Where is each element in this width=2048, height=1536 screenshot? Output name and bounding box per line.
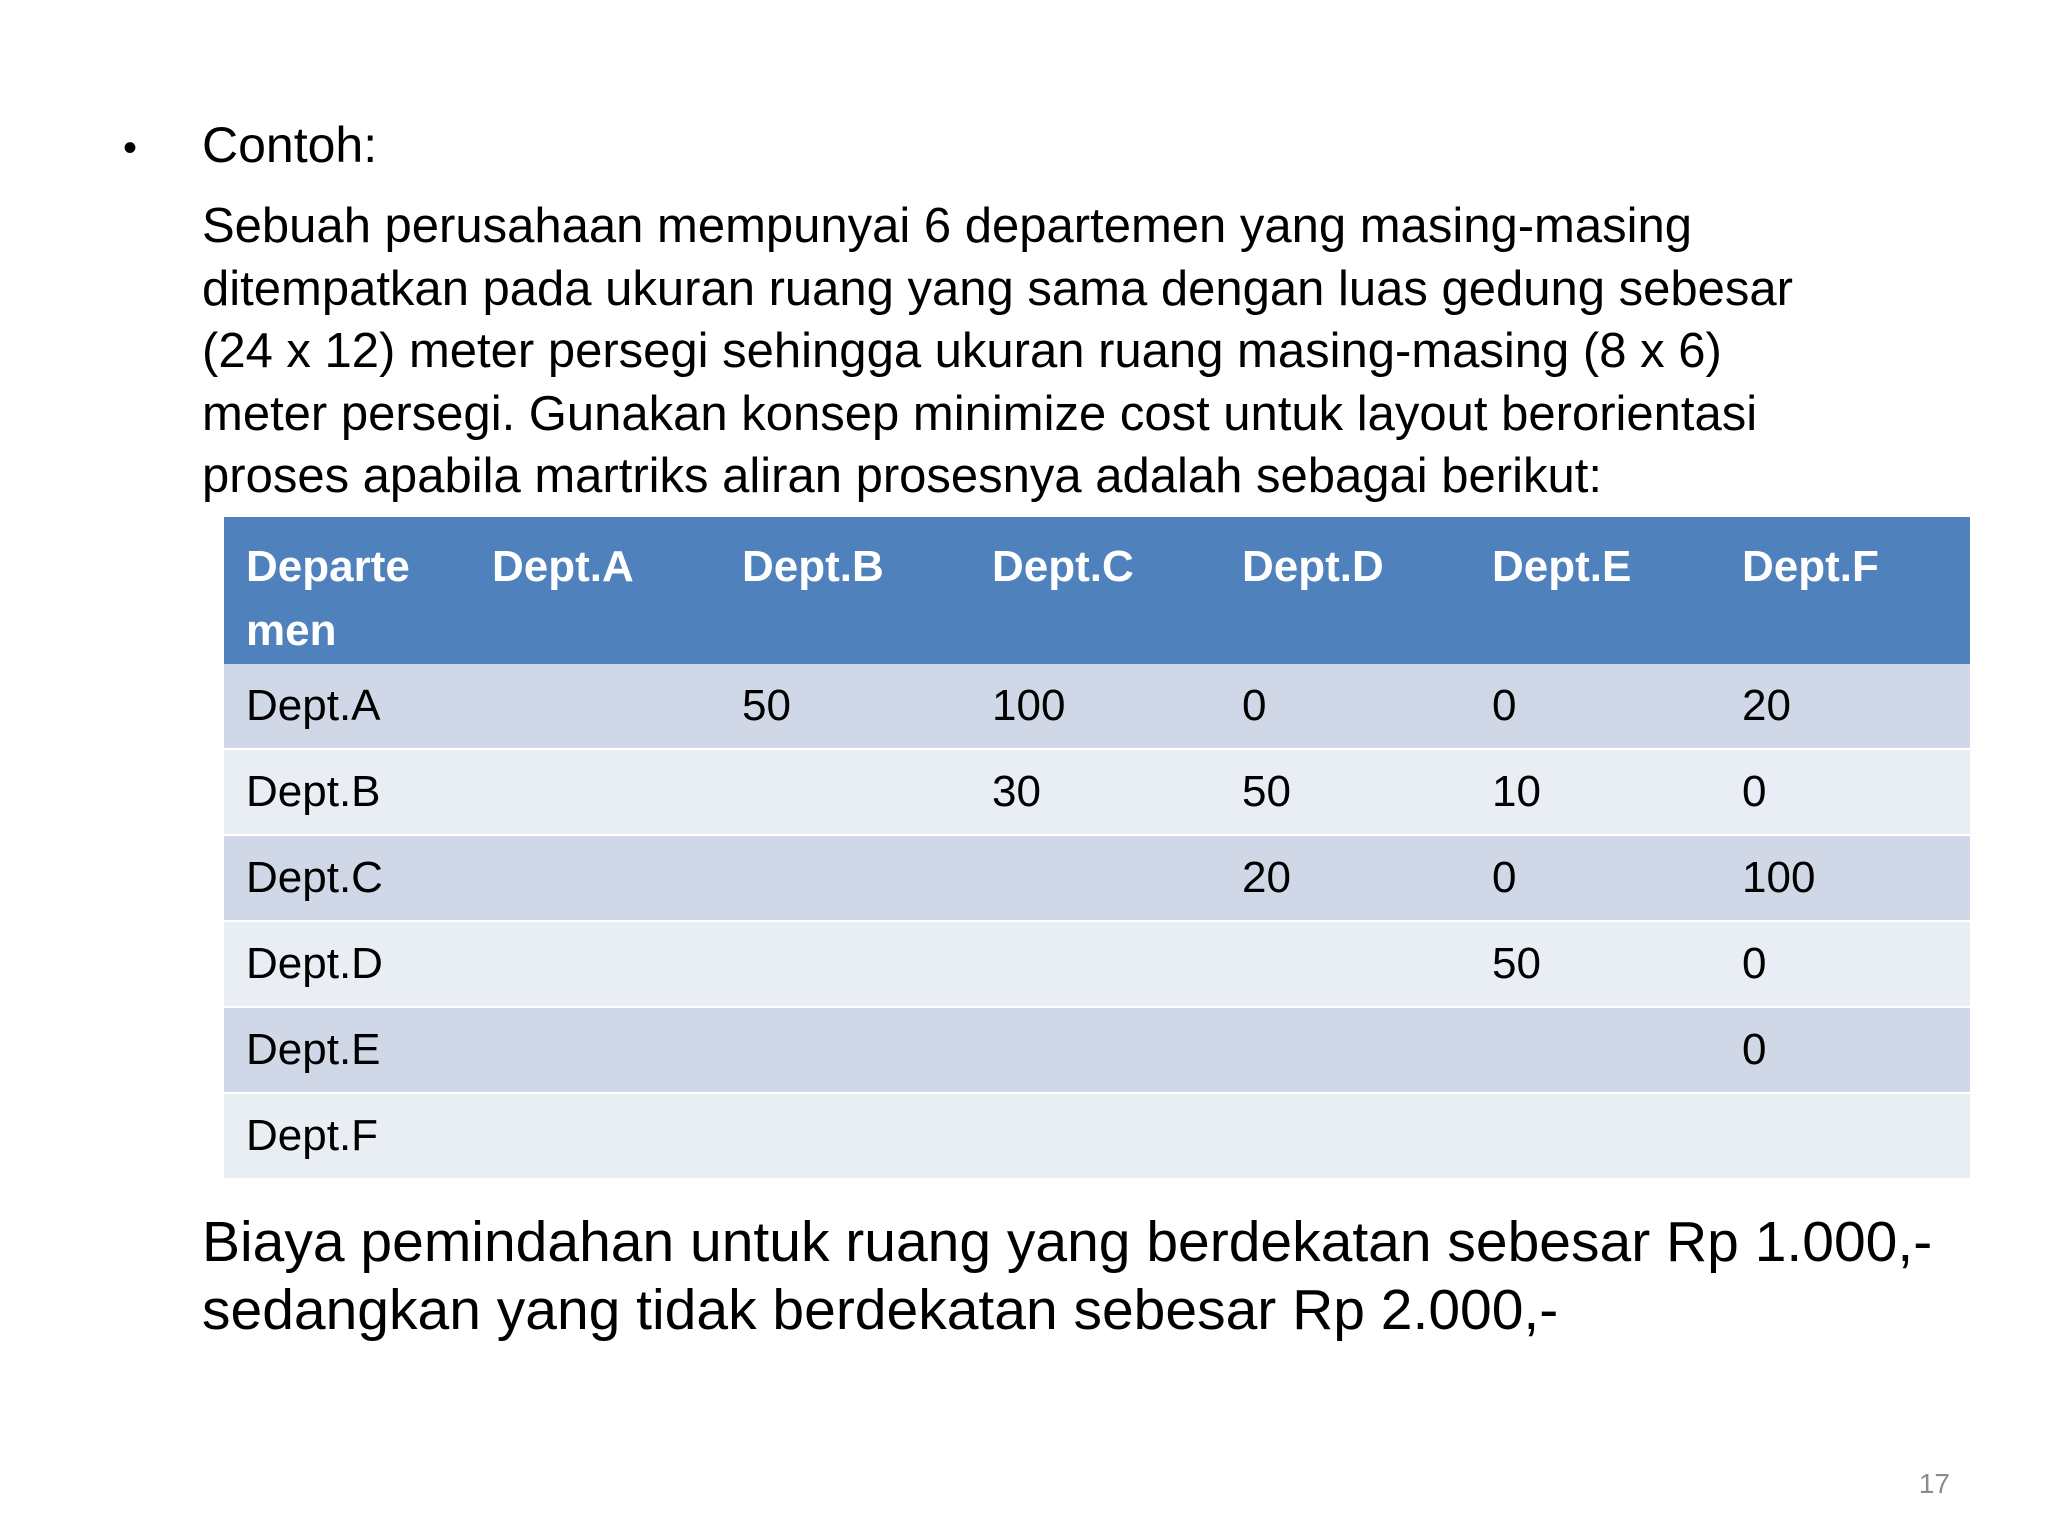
table-cell: 20 (1720, 664, 1970, 749)
table-row (224, 921, 1970, 1007)
header-cell-dept-a: Dept.A (470, 517, 720, 664)
description-line: meter persegi. Gunakan konsep minimize cost untuk layout berorientasi (202, 386, 1758, 441)
table-cell: 50 (720, 664, 970, 749)
table-row (224, 1007, 1970, 1093)
process-flow-matrix-table (224, 517, 1970, 1178)
problem-description (202, 195, 1962, 508)
bullet-point: • (123, 126, 138, 170)
table-cell (1220, 1093, 1470, 1178)
table-cell (720, 835, 970, 921)
table-cell (1720, 1093, 1970, 1178)
table-cell (470, 1093, 720, 1178)
table-cell: 100 (970, 664, 1220, 749)
table-cell: 100 (1720, 835, 1970, 921)
table-cell (470, 749, 720, 835)
header-cell-dept-d: Dept.D (1220, 517, 1470, 664)
description-line: proses apabila martriks aliran prosesnya adalah sebagai berikut: (202, 449, 1602, 503)
table-cell (720, 749, 970, 835)
table-cell (970, 921, 1220, 1007)
table-cell: 0 (1220, 664, 1470, 749)
table-cell: 0 (1470, 835, 1720, 921)
table-cell (1470, 1093, 1720, 1178)
header-cell-dept-f: Dept.F (1720, 517, 1970, 664)
cost-note-line: Biaya pemindahan untuk ruang yang berdekatan sebesar Rp 1.000,- (202, 1210, 1933, 1274)
table-cell: 0 (1720, 749, 1970, 835)
table-cell (470, 835, 720, 921)
table-cell: 0 (1720, 921, 1970, 1007)
table-cell (970, 1093, 1220, 1178)
header-cell-dept-e: Dept.E (1470, 517, 1720, 664)
table-cell (470, 1007, 720, 1093)
table-row (224, 664, 1970, 749)
description-line: (24 x 12) meter persegi sehingga ukuran ruang masing-masing (8 x 6) (202, 324, 1722, 378)
table-cell (470, 921, 720, 1007)
cost-note (202, 1208, 1932, 1344)
table-row (224, 835, 1970, 921)
table-cell: 50 (1220, 749, 1470, 835)
row-label-cell: Dept.B (224, 749, 470, 835)
table-cell: 30 (970, 749, 1220, 835)
table-cell (970, 1007, 1220, 1093)
description-line: ditempatkan pada ukuran ruang yang sama dengan luas gedung sebesar (202, 261, 1793, 316)
table-row (224, 749, 1970, 835)
table-cell (1470, 1007, 1720, 1093)
table-cell (720, 1093, 970, 1178)
table-cell (970, 835, 1220, 921)
table-cell (470, 664, 720, 749)
page-number: 17 (1918, 1468, 1950, 1499)
table-cell: 0 (1720, 1007, 1970, 1093)
header-cell-departemen: Departe men (224, 517, 470, 664)
row-label-cell: Dept.A (224, 664, 470, 749)
table-cell (720, 1007, 970, 1093)
table-cell: 20 (1220, 835, 1470, 921)
table-cell: 10 (1470, 749, 1720, 835)
table-header-row (224, 517, 1970, 664)
header-cell-dept-c: Dept.C (970, 517, 1220, 664)
row-label-cell: Dept.C (224, 835, 470, 921)
row-label-cell: Dept.F (224, 1093, 470, 1178)
description-line: Sebuah perusahaan mempunyai 6 departemen yang masing-masing (202, 199, 1692, 253)
table-cell (1220, 1007, 1470, 1093)
header-cell-dept-b: Dept.B (720, 517, 970, 664)
table-cell: 0 (1470, 664, 1720, 749)
table-cell (720, 921, 970, 1007)
slide-heading: Contoh: (202, 117, 378, 173)
table-row (224, 1093, 1970, 1178)
cost-note-line: sedangkan yang tidak berdekatan sebesar Rp 2.000,- (202, 1278, 1559, 1342)
row-label-cell: Dept.D (224, 921, 470, 1007)
row-label-cell: Dept.E (224, 1007, 470, 1093)
table-cell (1220, 921, 1470, 1007)
table-cell: 50 (1470, 921, 1720, 1007)
